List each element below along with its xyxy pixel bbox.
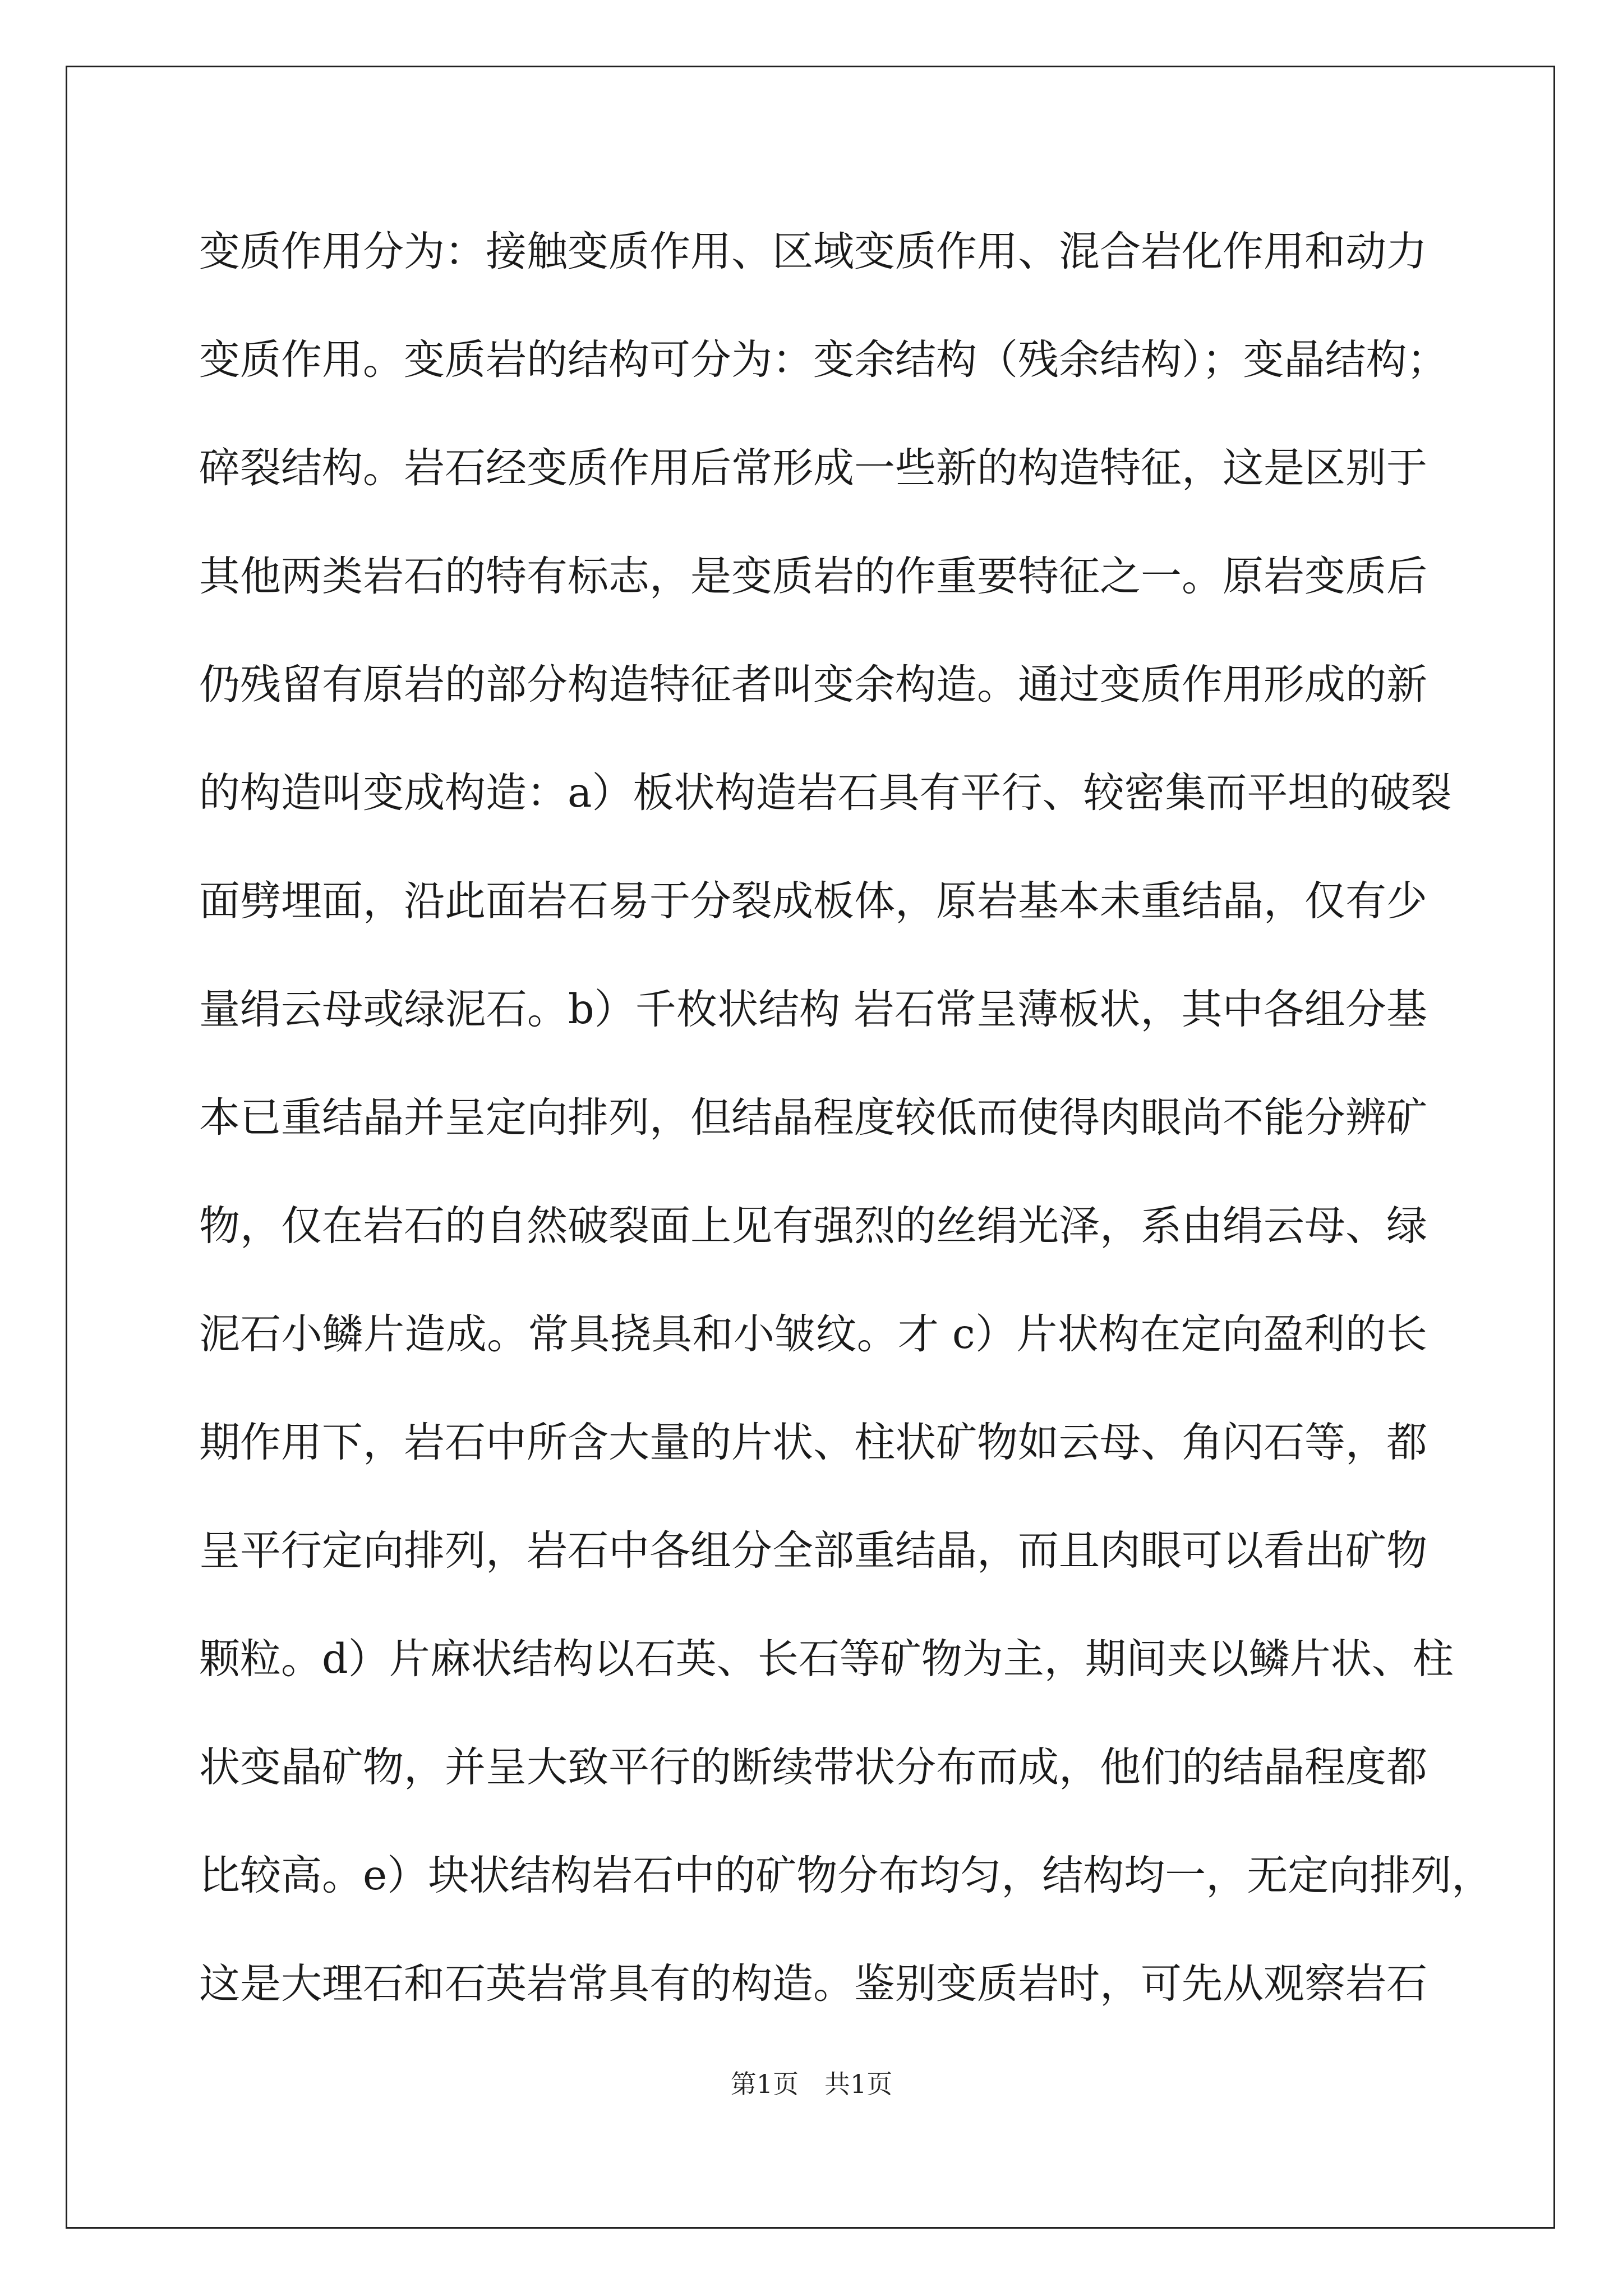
text-line: 仍残留有原岩的部分构造特征者叫变余构造。通过变质作用形成的新 (199, 661, 1427, 708)
text-line: 其他两类岩石的特有标志，是变质岩的作重要特征之一。原岩变质后 (199, 553, 1427, 600)
text-line: 碎裂结构。岩石经变质作用后常形成一些新的构造特征，这是区别于 (199, 444, 1427, 492)
text-line: 变质作用分为：接触变质作用、区域变质作用、混合岩化作用和动力 (199, 228, 1427, 275)
text-line: 本已重结晶并呈定向排列，但结晶程度较低而使得肉眼尚不能分辨矿 (199, 1094, 1427, 1142)
text-line: 比较高。e）块状结构岩石中的矿物分布均匀，结构均一，无定向排列， (199, 1852, 1493, 1899)
text-line: 颗粒。d）片麻状结构以石英、长石等矿物为主，期间夹以鳞片状、柱 (199, 1635, 1454, 1683)
text-line: 状变晶矿物，并呈大致平行的断续带状分布而成，他们的结晶程度都 (199, 1743, 1427, 1791)
text-line: 呈平行定向排列，岩石中各组分全部重结晶，而且肉眼可以看出矿物 (199, 1527, 1427, 1575)
text-line: 变质作用。变质岩的结构可分为：变余结构（残余结构）；变晶结构； (199, 336, 1448, 384)
text-line: 泥石小鳞片造成。常具挠具和小皱纹。才 c）片状构在定向盈利的长 (199, 1310, 1427, 1358)
text-line: 的构造叫变成构造：a）板状构造岩石具有平行、较密集而平坦的破裂 (199, 769, 1452, 817)
text-line: 面劈埋面，沿此面岩石易于分裂成板体，原岩基本未重结晶，仅有少 (199, 877, 1427, 925)
page-number-footer: 第1页 共1页 (730, 2069, 893, 2099)
text-line: 这是大理石和石英岩常具有的构造。鉴别变质岩时，可先从观察岩石 (199, 1960, 1427, 2008)
text-line: 期作用下，岩石中所含大量的片状、柱状矿物如云母、角闪石等，都 (199, 1419, 1427, 1466)
body-text (199, 197, 1493, 2038)
text-line: 量绢云母或绿泥石。b）千枚状结构 岩石常呈薄板状，其中各组分基 (199, 986, 1427, 1033)
text-line: 物，仅在岩石的自然破裂面上见有强烈的丝绢光泽，系由绢云母、绿 (199, 1202, 1427, 1250)
